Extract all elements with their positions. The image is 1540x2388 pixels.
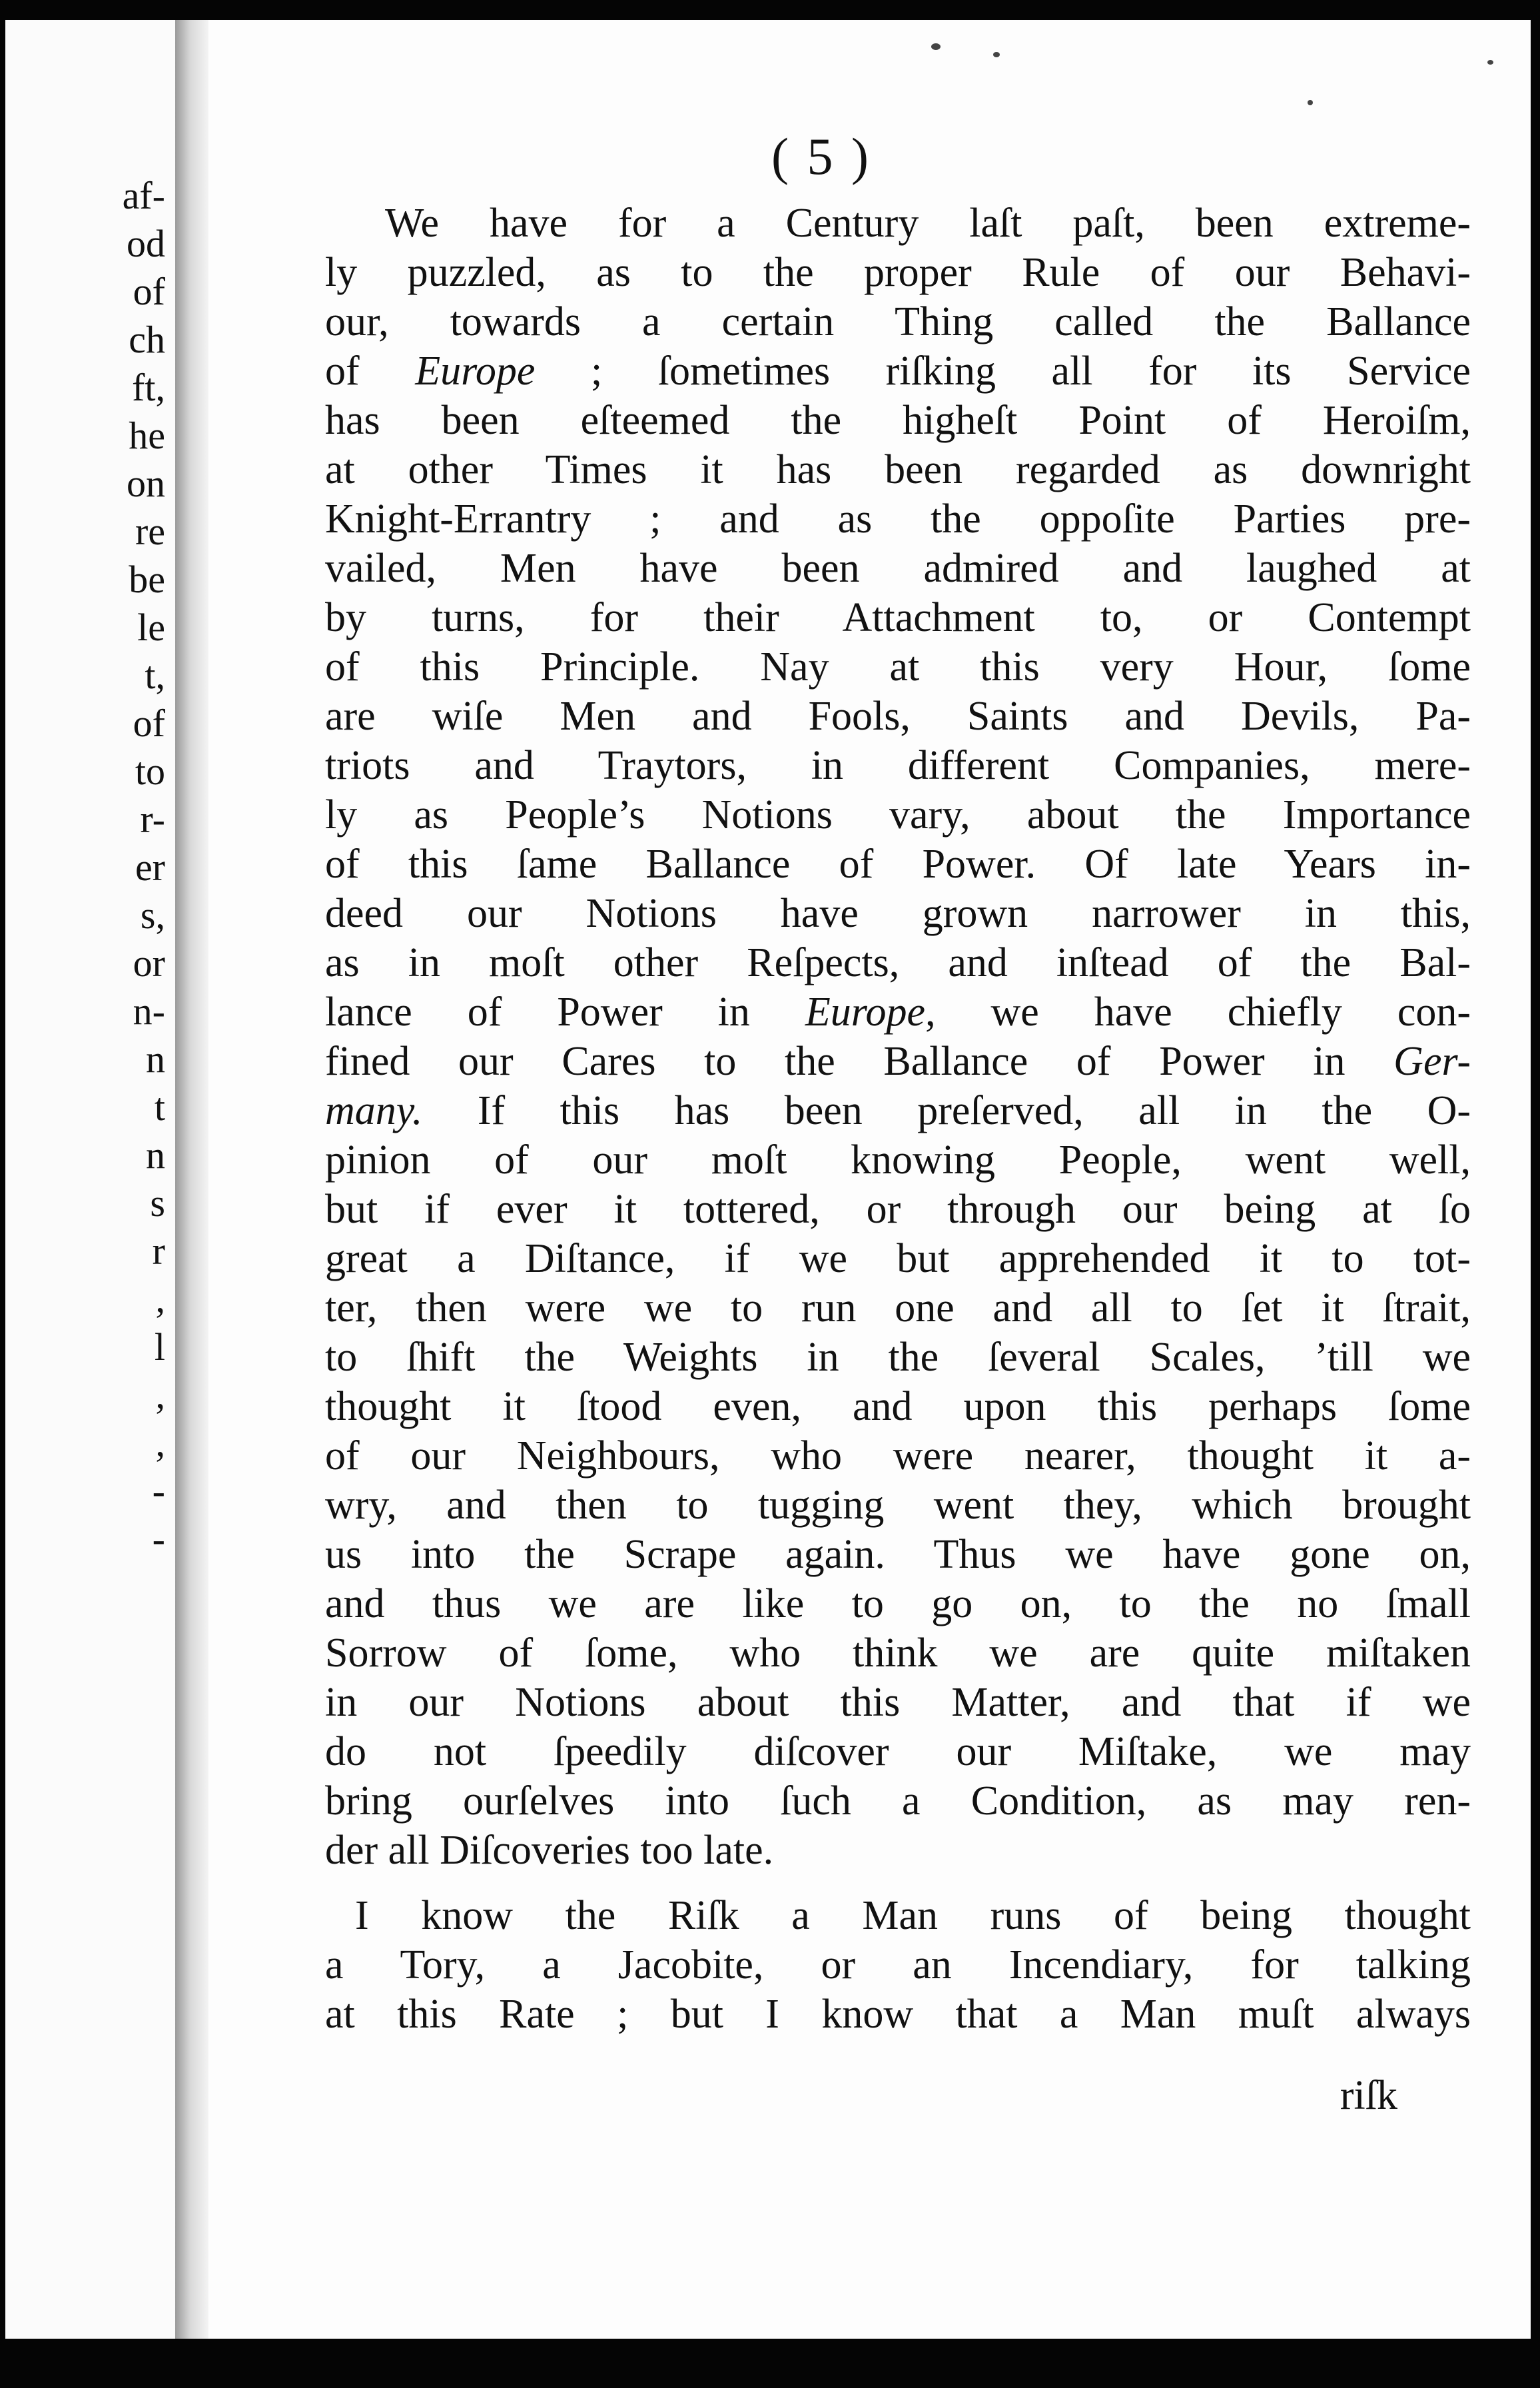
text-line: and thus we are like to go on, to the no ſmall bbox=[325, 1581, 1471, 1626]
text-line: Sorrow of ſome, who think we are quite miſtaken bbox=[325, 1630, 1471, 1676]
text-line: at this Rate ; but I know that a Man muſt always bbox=[325, 1992, 1471, 2037]
text-line: do not ſpeedily diſcover our Miſtake, we may bbox=[325, 1729, 1471, 1774]
scan-speck bbox=[931, 43, 941, 50]
text-line: of our Neighbours, who were nearer, thought it a- bbox=[325, 1433, 1471, 1479]
text-line: of this Principle. Nay at this very Hour, ſome bbox=[325, 644, 1471, 690]
scan-speck bbox=[993, 52, 1000, 57]
facing-page-fragment-text: t bbox=[154, 1085, 165, 1129]
text-line: of Europe ; ſometimes riſking all for its Service bbox=[325, 348, 1471, 394]
text-line: lance of Power in Europe, we have chiefly con- bbox=[325, 989, 1471, 1035]
text-line: ly puzzled, as to the proper Rule of our Behavi- bbox=[325, 250, 1471, 295]
italic-word: Europe bbox=[805, 989, 926, 1035]
text-line: many. If this has been preſerved, all in the O- bbox=[325, 1088, 1471, 1133]
facing-page-fragment-text: , bbox=[155, 1277, 165, 1321]
text-line: of this ſame Ballance of Power. Of late Years in- bbox=[325, 842, 1471, 887]
text-line: great a Diſtance, if we but apprehended it to tot- bbox=[325, 1236, 1471, 1281]
italic-word: Europe bbox=[415, 348, 536, 394]
facing-page-fragment-text: n bbox=[146, 1037, 165, 1081]
facing-page-fragment-text: re bbox=[135, 510, 165, 553]
text-line: as in moſt other Reſpects, and inſtead of the Bal- bbox=[325, 940, 1471, 985]
text-line: bring ourſelves into ſuch a Condition, as may ren- bbox=[325, 1778, 1471, 1824]
text-line: I know the Riſk a Man runs of being thought bbox=[355, 1893, 1471, 1938]
facing-page-fragment-text: s, bbox=[140, 894, 165, 937]
text-line: Knight-Errantry ; and as the oppoſite Parties pre- bbox=[325, 496, 1471, 542]
facing-page-fragment-text: on bbox=[127, 462, 165, 505]
facing-page-fragment-text: r bbox=[152, 1229, 165, 1273]
facing-page-fragment-text: - bbox=[152, 1469, 165, 1512]
facing-page-fragment-text: af- bbox=[122, 174, 165, 217]
facing-page-fragment-text: he bbox=[129, 414, 165, 457]
text-line: are wiſe Men and Fools, Saints and Devils, Pa- bbox=[325, 694, 1471, 739]
facing-page-fragment-text: of bbox=[133, 270, 165, 313]
body-text bbox=[325, 199, 1471, 2039]
text-line: vailed, Men have been admired and laughed at bbox=[325, 546, 1471, 591]
facing-page-fragment-text: er bbox=[135, 846, 165, 889]
facing-page-fragment-text: be bbox=[129, 558, 165, 601]
text-line: at other Times it has been regarded as downright bbox=[325, 447, 1471, 492]
page-gutter bbox=[175, 20, 208, 2339]
text-line: deed our Notions have grown narrower in this, bbox=[325, 891, 1471, 936]
text-line: We have for a Century laſt paſt, been extreme- bbox=[385, 201, 1471, 246]
facing-page-fragment-text: to bbox=[135, 750, 165, 793]
page bbox=[208, 20, 1531, 2339]
facing-page-fragment-text: s bbox=[150, 1181, 165, 1225]
text-line: pinion of our moſt knowing People, went well, bbox=[325, 1137, 1471, 1183]
text-line: der all Diſcoveries too late. bbox=[325, 1828, 774, 1873]
text-line: our, towards a certain Thing called the Ballance bbox=[325, 299, 1471, 344]
facing-page-fragment-text: le bbox=[137, 606, 165, 649]
facing-page-fragment-text: n bbox=[146, 1133, 165, 1177]
text-line: in our Notions about this Matter, and that if we bbox=[325, 1680, 1471, 1725]
text-line: ly as People’s Notions vary, about the Importance bbox=[325, 792, 1471, 838]
page-number: ( 5 ) bbox=[771, 127, 871, 185]
paragraph-gap bbox=[325, 1875, 1471, 1891]
scan-speck bbox=[1308, 100, 1313, 105]
scan-speck bbox=[1487, 60, 1493, 65]
facing-page-fragment bbox=[5, 20, 175, 2339]
text-line: ter, then were we to run one and all to ſet it ſtrait, bbox=[325, 1285, 1471, 1331]
facing-page-fragment-text: od bbox=[127, 222, 165, 265]
text-line: but if ever it tottered, or through our being at ſo bbox=[325, 1187, 1471, 1232]
facing-page-fragment-text: ft, bbox=[132, 366, 165, 409]
facing-page-fragment-text: t, bbox=[145, 654, 165, 697]
text-line: to ſhift the Weights in the ſeveral Scales, ’till we bbox=[325, 1335, 1471, 1380]
text-line: a Tory, a Jacobite, or an Incendiary, for talking bbox=[325, 1942, 1471, 1988]
text-line: has been eſteemed the higheſt Point of Heroiſm, bbox=[325, 398, 1471, 443]
facing-page-fragment-text: l bbox=[154, 1325, 165, 1369]
facing-page-fragment-text: ch bbox=[129, 318, 165, 361]
text-line: us into the Scrape again. Thus we have gone on, bbox=[325, 1532, 1471, 1577]
facing-page-fragment-text: , bbox=[155, 1373, 165, 1417]
facing-page-fragment-text: or bbox=[133, 941, 165, 985]
text-line: by turns, for their Attachment to, or Contempt bbox=[325, 595, 1471, 640]
italic-word: Ger- bbox=[1393, 1039, 1471, 1084]
facing-page-fragment-text: n- bbox=[133, 989, 165, 1033]
text-line: fined our Cares to the Ballance of Power in Ger- bbox=[325, 1039, 1471, 1084]
facing-page-fragment-text: - bbox=[152, 1517, 165, 1560]
italic-word: many. bbox=[325, 1088, 423, 1133]
catchword: riſk bbox=[1340, 2073, 1397, 2118]
facing-page-fragment-text: r- bbox=[140, 798, 165, 841]
facing-page-fragment-text: of bbox=[133, 702, 165, 745]
text-line: wry, and then to tugging went they, which brought bbox=[325, 1483, 1471, 1528]
facing-page-fragment-text: , bbox=[155, 1421, 165, 1465]
text-line: triots and Traytors, in different Companies, mere- bbox=[325, 743, 1471, 788]
text-line: thought it ſtood even, and upon this perhaps ſome bbox=[325, 1384, 1471, 1429]
